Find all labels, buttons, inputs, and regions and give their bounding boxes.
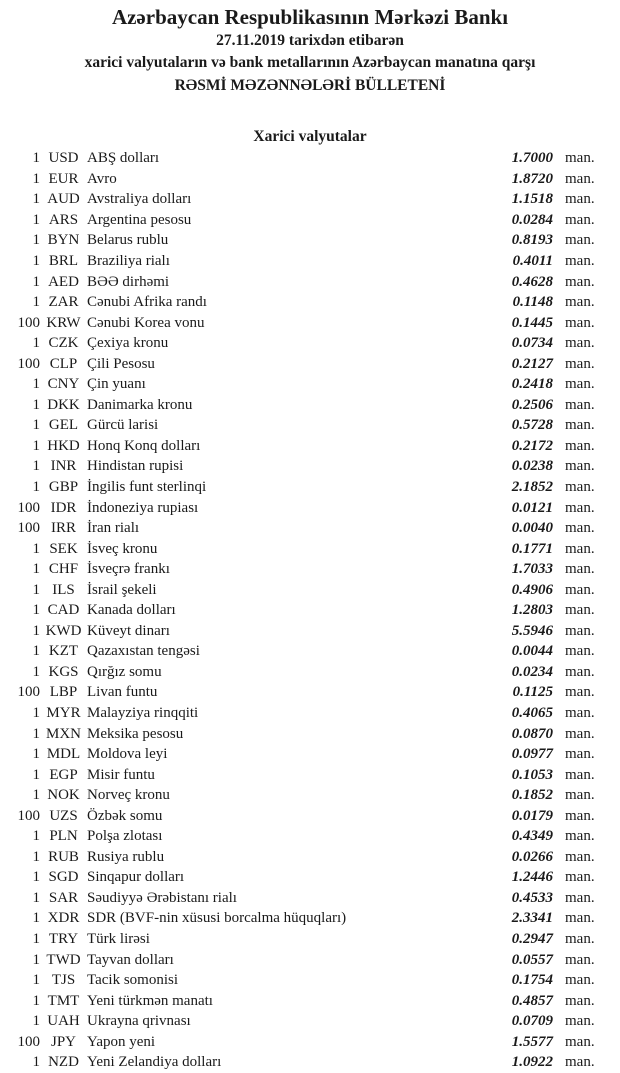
currency-quantity: 1 <box>32 746 40 763</box>
currency-row <box>0 477 620 498</box>
currency-unit-label: man. <box>565 1054 595 1071</box>
currency-rate: 1.7000 <box>511 150 553 167</box>
currency-code: KGS <box>48 663 79 680</box>
section-title-foreign-currencies: Xarici valyutalar <box>253 128 367 146</box>
currency-quantity: 1 <box>32 478 40 495</box>
currency-unit-label: man. <box>565 294 595 311</box>
currency-quantity: 100 <box>17 520 40 537</box>
currency-quantity: 1 <box>32 972 40 989</box>
currency-unit-label: man. <box>565 232 595 249</box>
currency-row <box>0 251 620 272</box>
currency-row <box>0 539 620 560</box>
currency-quantity: 1 <box>32 191 40 208</box>
currency-row <box>0 1011 620 1032</box>
currency-unit-label: man. <box>565 622 595 639</box>
currency-name: İran rialı <box>87 520 140 537</box>
bank-title: Azərbaycan Respublikasının Mərkəzi Bankı <box>111 5 509 29</box>
currency-code: HKD <box>47 437 80 454</box>
currency-row <box>0 333 620 354</box>
currency-rate: 0.2172 <box>511 437 553 454</box>
currency-name: Yapon yeni <box>87 1033 156 1050</box>
effective-date-line: 27.11.2019 tarixdən etibarən <box>216 32 404 49</box>
currency-code: DKK <box>47 396 80 413</box>
bulletin-subtitle: xarici valyutaların və bank metallarının Azərbaycan manatına qarşı <box>84 54 536 72</box>
currency-code: ARS <box>48 211 79 228</box>
currency-code: SGD <box>48 869 79 886</box>
currency-code: CNY <box>47 376 80 393</box>
currency-quantity: 100 <box>17 314 40 331</box>
currency-quantity: 1 <box>32 1054 40 1071</box>
currency-row <box>0 970 620 991</box>
currency-row <box>0 518 620 539</box>
currency-unit-label: man. <box>565 889 595 906</box>
currency-row <box>0 991 620 1012</box>
currency-unit-label: man. <box>565 1033 595 1050</box>
currency-code: LBP <box>49 684 78 701</box>
currency-name: Səudiyyə Ərəbistanı rialı <box>87 889 237 906</box>
currency-name: Çili Pesosu <box>87 355 155 372</box>
currency-name: İndoneziya rupiası <box>87 499 199 516</box>
currency-unit-label: man. <box>565 766 595 783</box>
currency-quantity: 100 <box>17 807 40 824</box>
currency-rate: 0.4011 <box>512 252 553 269</box>
currency-quantity: 1 <box>32 704 40 721</box>
currency-name: İngilis funt sterlinqi <box>87 478 207 495</box>
currency-name: Hindistan rupisi <box>87 458 184 475</box>
currency-rate: 0.0977 <box>511 746 553 763</box>
currency-name: Tayvan dolları <box>87 951 174 968</box>
currency-name: Özbək somu <box>87 807 163 824</box>
currency-unit-label: man. <box>565 376 595 393</box>
currency-code: MXN <box>45 725 81 742</box>
currency-row <box>0 703 620 724</box>
currency-code: CZK <box>48 335 79 352</box>
currency-unit-label: man. <box>565 273 595 290</box>
currency-rate: 0.0284 <box>511 211 553 228</box>
currency-code: MYR <box>46 704 81 721</box>
currency-unit-label: man. <box>565 746 595 763</box>
currency-unit-label: man. <box>565 581 595 598</box>
currency-name: İsveçrə frankı <box>87 561 170 578</box>
currency-row <box>0 169 620 190</box>
currency-rate: 1.5577 <box>511 1033 553 1050</box>
currency-quantity: 1 <box>32 581 40 598</box>
currency-rate: 1.8720 <box>511 170 553 187</box>
currency-unit-label: man. <box>565 252 595 269</box>
currency-code: EGP <box>49 766 78 783</box>
currency-quantity: 1 <box>32 150 40 167</box>
currency-rate: 0.4906 <box>511 581 553 598</box>
currency-quantity: 1 <box>32 725 40 742</box>
currency-name: Norveç kronu <box>87 787 170 804</box>
currency-quantity: 1 <box>32 787 40 804</box>
currency-name: Argentina pesosu <box>87 211 192 228</box>
currency-quantity: 1 <box>32 252 40 269</box>
currency-rate: 0.4628 <box>511 273 553 290</box>
currency-code: BYN <box>47 232 80 249</box>
currency-unit-label: man. <box>565 150 595 167</box>
currency-name: Avro <box>87 170 117 187</box>
currency-name: Yeni Zelandiya dolları <box>87 1054 222 1071</box>
currency-row <box>0 682 620 703</box>
currency-code: RUB <box>48 848 79 865</box>
currency-name: Ukrayna qrivnası <box>87 1013 191 1030</box>
currency-unit-label: man. <box>565 499 595 516</box>
currency-code: NOK <box>47 787 80 804</box>
currency-code: ZAR <box>48 294 79 311</box>
currency-rate: 0.4857 <box>511 992 553 1009</box>
currency-row <box>0 436 620 457</box>
currency-quantity: 100 <box>17 684 40 701</box>
currency-row <box>0 847 620 868</box>
currency-quantity: 1 <box>32 848 40 865</box>
currency-rate: 0.2127 <box>511 355 553 372</box>
currency-name: Cənubi Korea vonu <box>87 314 205 331</box>
currency-quantity: 1 <box>32 889 40 906</box>
currency-code: KWD <box>45 622 82 639</box>
currency-row <box>0 210 620 231</box>
currency-row <box>0 867 620 888</box>
currency-unit-label: man. <box>565 314 595 331</box>
currency-unit-label: man. <box>565 335 595 352</box>
currency-code: ILS <box>52 581 75 598</box>
currency-row <box>0 559 620 580</box>
currency-row <box>0 189 620 210</box>
currency-unit-label: man. <box>565 561 595 578</box>
currency-name: İsveç kronu <box>87 540 158 557</box>
currency-code: INR <box>50 458 77 475</box>
currency-name: Avstraliya dolları <box>87 191 192 208</box>
currency-code: IRR <box>50 520 76 537</box>
currency-name: BƏƏ dirhəmi <box>87 273 170 290</box>
currency-rate: 0.0734 <box>511 335 553 352</box>
currency-unit-label: man. <box>565 355 595 372</box>
currency-code: UZS <box>49 807 78 824</box>
currency-unit-label: man. <box>565 1013 595 1030</box>
currency-name: Gürcü larisi <box>87 417 159 434</box>
currency-unit-label: man. <box>565 437 595 454</box>
currency-name: Moldova leyi <box>87 746 168 763</box>
bulletin-title: RƏSMİ MƏZƏNNƏLƏRİ BÜLLETENİ <box>174 76 446 94</box>
currency-unit-label: man. <box>565 478 595 495</box>
currency-code: KZT <box>48 643 79 660</box>
currency-unit-label: man. <box>565 807 595 824</box>
currency-unit-label: man. <box>565 417 595 434</box>
currency-name: Tacik somonisi <box>87 972 179 989</box>
currency-unit-label: man. <box>565 972 595 989</box>
currency-rate: 0.4349 <box>511 828 553 845</box>
currency-row <box>0 230 620 251</box>
currency-quantity: 1 <box>32 540 40 557</box>
currency-quantity: 1 <box>32 437 40 454</box>
currency-row <box>0 1032 620 1053</box>
currency-rate: 1.0922 <box>511 1054 553 1071</box>
currency-unit-label: man. <box>565 951 595 968</box>
currency-rate: 0.0709 <box>511 1013 553 1030</box>
currency-quantity: 1 <box>32 417 40 434</box>
currency-row <box>0 641 620 662</box>
currency-code: NZD <box>48 1054 79 1071</box>
currency-unit-label: man. <box>565 396 595 413</box>
currency-quantity: 1 <box>32 211 40 228</box>
currency-quantity: 1 <box>32 396 40 413</box>
currency-rate: 0.1754 <box>511 972 553 989</box>
currency-quantity: 1 <box>32 602 40 619</box>
currency-name: İsrail şekeli <box>87 581 157 598</box>
currency-quantity: 1 <box>32 663 40 680</box>
currency-quantity: 1 <box>32 273 40 290</box>
currency-code: JPY <box>50 1033 76 1050</box>
currency-row <box>0 415 620 436</box>
currency-quantity: 1 <box>32 376 40 393</box>
currency-name: Belarus rublu <box>87 232 169 249</box>
currency-rate: 0.4065 <box>511 704 553 721</box>
currency-name: Yeni türkmən manatı <box>87 992 213 1009</box>
currency-rate: 0.0870 <box>511 725 553 742</box>
currency-row <box>0 148 620 169</box>
currency-unit-label: man. <box>565 931 595 947</box>
currency-row <box>0 806 620 827</box>
currency-row <box>0 908 620 929</box>
currency-unit-label: man. <box>565 191 595 208</box>
currency-unit-label: man. <box>565 684 595 701</box>
currency-rate: 0.0266 <box>511 848 553 865</box>
currency-code: UAH <box>47 1013 80 1030</box>
currency-code: TRY <box>48 931 79 947</box>
currency-row <box>0 395 620 416</box>
currency-row <box>0 272 620 293</box>
currency-unit-label: man. <box>565 211 595 228</box>
currency-quantity: 100 <box>17 355 40 372</box>
currency-code: GEL <box>48 417 79 434</box>
currency-quantity: 1 <box>32 643 40 660</box>
currency-row <box>0 498 620 519</box>
currency-name: ABŞ dolları <box>87 150 160 167</box>
currency-unit-label: man. <box>565 663 595 680</box>
currency-rate: 0.0040 <box>511 520 553 537</box>
currency-row <box>0 456 620 477</box>
currency-row <box>0 662 620 683</box>
currency-quantity: 1 <box>32 1013 40 1030</box>
currency-code: CHF <box>48 561 79 578</box>
currency-name: Cənubi Afrika randı <box>87 294 207 311</box>
currency-code: XDR <box>47 910 80 927</box>
currency-rate: 0.1445 <box>511 314 553 331</box>
currency-row <box>0 765 620 786</box>
currency-name: SDR (BVF-nin xüsusi borcalma hüquqları) <box>87 910 347 927</box>
currency-rate: 0.1148 <box>512 294 553 311</box>
currency-name: Türk lirəsi <box>87 931 150 947</box>
currency-unit-label: man. <box>565 725 595 742</box>
currency-row <box>0 950 620 971</box>
currency-rate: 0.1771 <box>511 540 553 557</box>
currency-row <box>0 621 620 642</box>
currency-name: Çexiya kronu <box>87 335 169 352</box>
currency-quantity: 100 <box>17 499 40 516</box>
currency-unit-label: man. <box>565 992 595 1009</box>
currency-row <box>0 354 620 375</box>
currency-code: AUD <box>47 191 80 208</box>
currency-rate: 0.1053 <box>511 766 553 783</box>
currency-quantity: 1 <box>32 622 40 639</box>
currency-row <box>0 744 620 765</box>
currency-code: TWD <box>46 951 81 968</box>
currency-rate: 1.2803 <box>511 602 553 619</box>
currency-quantity: 1 <box>32 931 40 947</box>
currency-name: Çin yuanı <box>87 376 146 393</box>
currency-name: Rusiya rublu <box>87 848 165 865</box>
currency-row <box>0 929 620 950</box>
currency-code: TJS <box>51 972 76 989</box>
currency-quantity: 1 <box>32 561 40 578</box>
currency-name: Danimarka kronu <box>87 396 193 413</box>
currency-unit-label: man. <box>565 828 595 845</box>
currency-name: Kanada dolları <box>87 602 176 619</box>
currency-rate: 0.1125 <box>512 684 553 701</box>
currency-code: TMT <box>47 992 80 1009</box>
currency-unit-label: man. <box>565 540 595 557</box>
bulletin-header <box>0 0 620 97</box>
currency-rate: 0.5728 <box>511 417 553 434</box>
currency-quantity: 1 <box>32 335 40 352</box>
currency-unit-label: man. <box>565 869 595 886</box>
currency-unit-label: man. <box>565 787 595 804</box>
currency-unit-label: man. <box>565 848 595 865</box>
currency-name: Küveyt dinarı <box>87 622 170 639</box>
currency-row <box>0 724 620 745</box>
currency-rate: 0.8193 <box>511 232 553 249</box>
currency-code: CAD <box>47 602 80 619</box>
currency-row <box>0 1052 620 1073</box>
currency-row <box>0 826 620 847</box>
currency-quantity: 1 <box>32 951 40 968</box>
currency-unit-label: man. <box>565 704 595 721</box>
currency-code: GBP <box>48 478 79 495</box>
currency-rate: 0.4533 <box>511 889 553 906</box>
currency-rate: 0.0234 <box>511 663 553 680</box>
currency-rate: 0.1852 <box>511 787 553 804</box>
currency-row <box>0 374 620 395</box>
currency-code: IDR <box>50 499 77 516</box>
currency-code: SAR <box>48 889 79 906</box>
currency-row <box>0 580 620 601</box>
currency-rate: 0.2418 <box>511 376 553 393</box>
currency-row <box>0 600 620 621</box>
currency-row <box>0 292 620 313</box>
currency-unit-label: man. <box>565 910 595 927</box>
currency-code: AED <box>48 273 79 290</box>
currency-unit-label: man. <box>565 602 595 619</box>
currency-row <box>0 313 620 334</box>
currency-quantity: 100 <box>17 1033 40 1050</box>
currency-code: KRW <box>46 314 81 331</box>
currency-name: Misir funtu <box>87 766 155 783</box>
currency-quantity: 1 <box>32 232 40 249</box>
currency-rate: 0.0044 <box>511 643 553 660</box>
currency-code: MDL <box>46 746 81 763</box>
currency-name: Sinqapur dolları <box>87 869 185 886</box>
currency-rate: 2.3341 <box>511 910 553 927</box>
currency-name: Polşa zlotası <box>87 828 163 845</box>
currency-quantity: 1 <box>32 294 40 311</box>
currency-code: PLN <box>49 828 78 845</box>
currency-code: SEK <box>49 540 78 557</box>
currency-unit-label: man. <box>565 520 595 537</box>
currency-quantity: 1 <box>32 869 40 886</box>
currency-rate: 1.2446 <box>511 869 553 886</box>
currency-quantity: 1 <box>32 828 40 845</box>
currency-unit-label: man. <box>565 643 595 660</box>
currency-code: BRL <box>48 252 79 269</box>
currency-row <box>0 888 620 909</box>
currency-rate: 2.1852 <box>511 478 553 495</box>
currency-name: Qazaxıstan tengəsi <box>87 643 200 660</box>
currency-name: Braziliya rialı <box>87 252 170 269</box>
currency-rate: 0.0179 <box>511 807 553 824</box>
currency-quantity: 1 <box>32 766 40 783</box>
currency-rate: 5.5946 <box>511 622 553 639</box>
currency-rate-table <box>0 148 620 1073</box>
currency-rate: 0.0238 <box>511 458 553 475</box>
currency-name: Meksika pesosu <box>87 725 184 742</box>
currency-unit-label: man. <box>565 458 595 475</box>
currency-code: EUR <box>48 170 79 187</box>
currency-rate: 0.0121 <box>511 499 553 516</box>
currency-name: Honq Konq dolları <box>87 437 201 454</box>
currency-name: Livan funtu <box>87 684 158 701</box>
currency-rate: 0.0557 <box>511 951 553 968</box>
currency-unit-label: man. <box>565 170 595 187</box>
currency-name: Malayziya rinqqiti <box>87 704 199 721</box>
currency-code: CLP <box>49 355 78 372</box>
currency-code: USD <box>48 150 79 167</box>
currency-rate: 1.1518 <box>511 191 553 208</box>
currency-quantity: 1 <box>32 170 40 187</box>
currency-quantity: 1 <box>32 910 40 927</box>
currency-name: Qırğız somu <box>87 663 162 680</box>
currency-rate: 0.2506 <box>511 396 553 413</box>
currency-rate: 1.7033 <box>511 561 553 578</box>
currency-row <box>0 785 620 806</box>
currency-quantity: 1 <box>32 992 40 1009</box>
currency-quantity: 1 <box>32 458 40 475</box>
currency-rate: 0.2947 <box>511 931 553 947</box>
